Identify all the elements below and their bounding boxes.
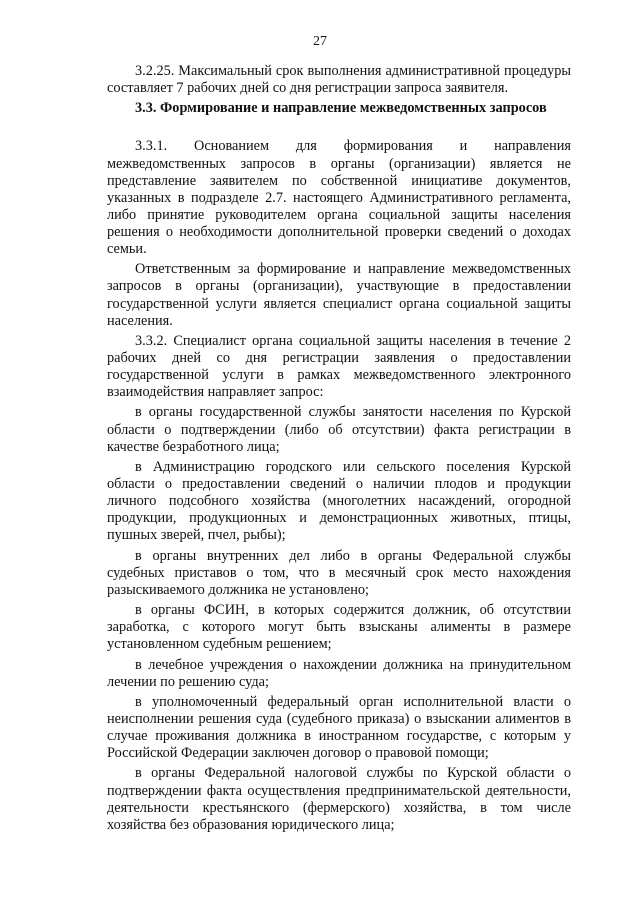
list-item-medical: в лечебное учреждения о нахождении должника на принудительном лечении по решению суда;: [107, 656, 571, 690]
paragraph-responsible: Ответственным за формирование и направление межведомственных запросов в органы (организации), участвующие в предоставлении государственной услуги является специалист органа социальной защиты населения.: [107, 261, 571, 329]
document-body: [107, 63, 571, 834]
list-item-employment-service: в органы государственной службы занятости населения по Курской области о подтверждении (либо об отсутствии) факта регистрации в качестве безработного лица;: [107, 404, 571, 455]
list-item-federal-authority: в уполномоченный федеральный орган исполнительной власти о неисполнении решения суда (судебного приказа) о взыскании алиментов в случае проживания должника в иностранном государстве, с которым у Российской Федерации заключен договор о правовой помощи;: [107, 693, 571, 762]
paragraph-3-3-1: 3.3.1. Основанием для формирования и направления межведомственных запросов в органы (организации) является не представление заявителем по собственной инициативе документов, указанных в подразделе 2.7. настоящего Административного регламента, либо принятие руководителем органа социальной защиты населения решения о необходимости дополнительной проверки сведений о доходах семьи.: [107, 138, 571, 258]
paragraph-3-2-25: 3.2.25. Максимальный срок выполнения административной процедуры составляет 7 рабочих дней со дня регистрации запроса заявителя.: [107, 63, 571, 97]
page-number: 27: [313, 34, 327, 49]
section-heading: 3.3. Формирование и направление межведомственных запросов: [135, 100, 547, 117]
list-item-tax-service: в органы Федеральной налоговой службы по Курской области о подтверждении факта осуществления предпринимательской деятельности, деятельности крестьянского (фермерского) хозяйства, в том числе хозяйства без образования юридического лица;: [107, 765, 571, 833]
paragraph-3-3-2: 3.3.2. Специалист органа социальной защиты населения в течение 2 рабочих дней со дня регистрации заявления о предоставлении государственной услуги в рамках межведомственного электронного взаимодействия направляет запрос:: [107, 332, 571, 401]
list-item-fsin: в органы ФСИН, в которых содержится должник, об отсутствии заработка, с которого могут быть взысканы алименты в размере установленном судебным решением;: [107, 602, 571, 653]
list-item-internal-affairs: в органы внутренних дел либо в органы Федеральной службы судебных приставов о том, что в месячный срок место нахождения разыскиваемого должника не установлено;: [107, 547, 571, 598]
list-item-administration: в Администрацию городского или сельского поселения Курской области о предоставлении сведений о наличии плодов и продукции личного подсобного хозяйства (многолетних насаждений, огородной продукции, продукционных и демонстрационных животных, птицы, пушных зверей, пчел, рыбы);: [107, 458, 571, 544]
